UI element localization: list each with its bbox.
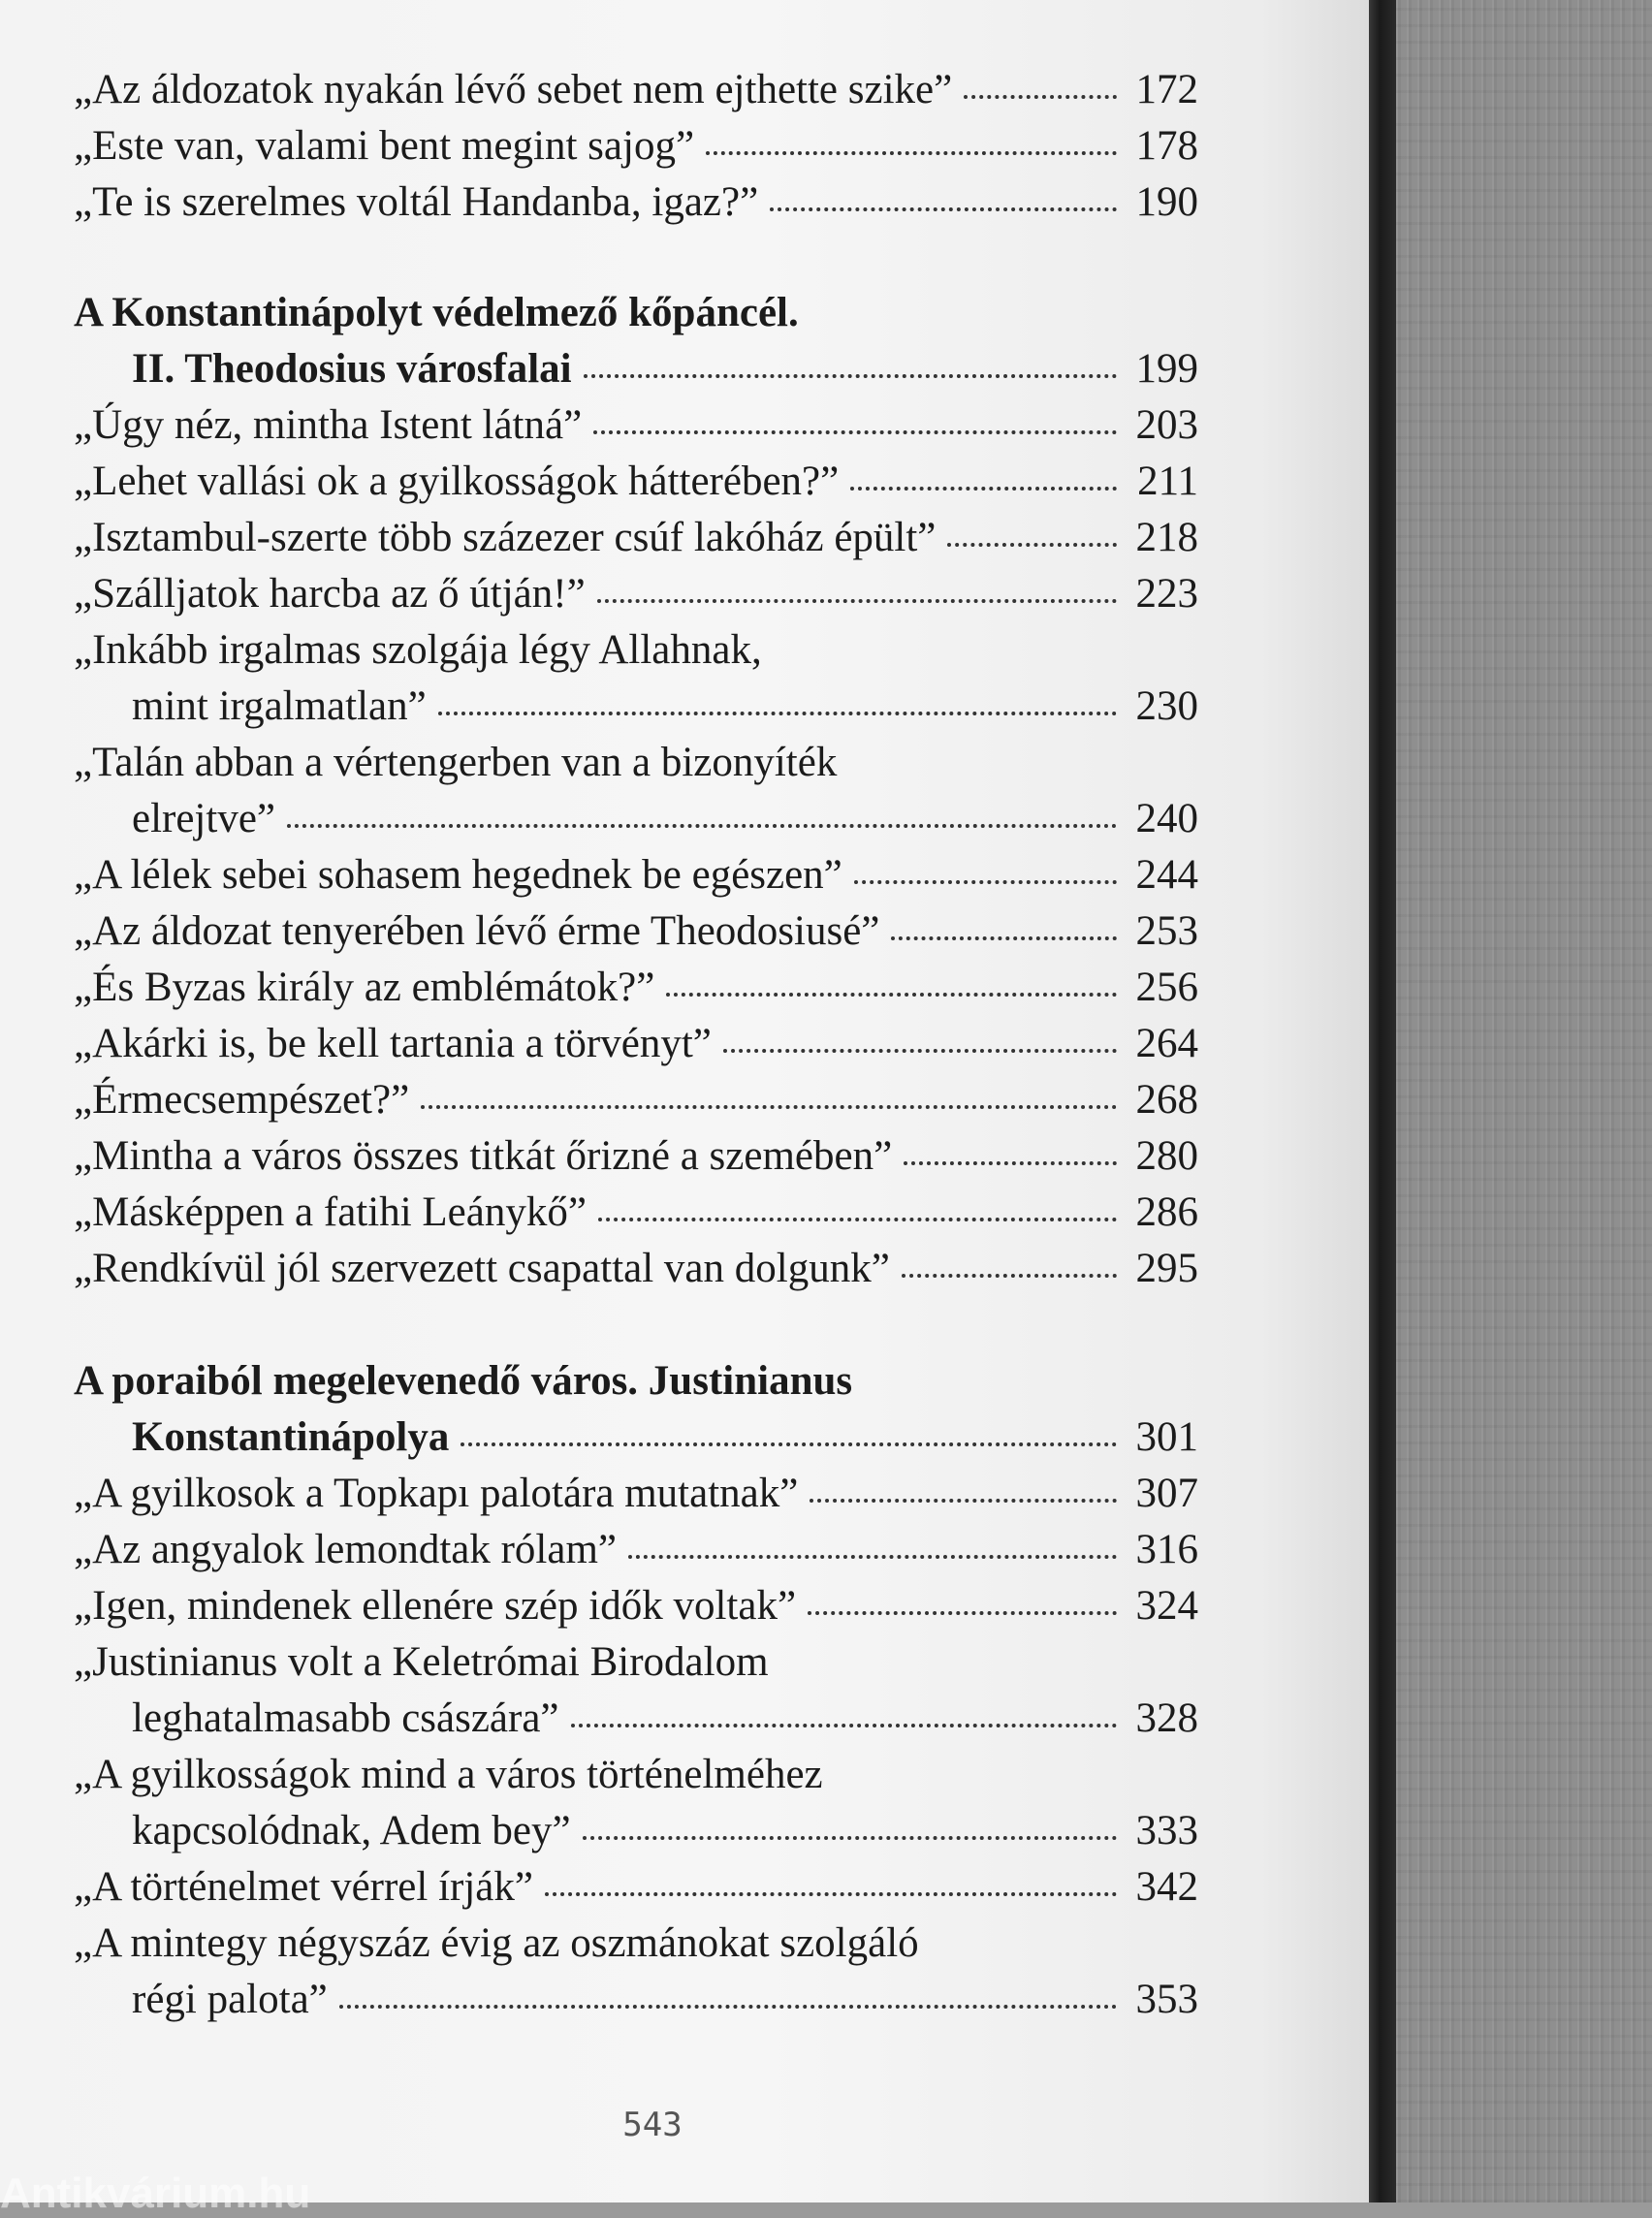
toc-entry — [74, 1016, 1198, 1072]
toc-entry-title: „Rendkívül jól szervezett csapattal van dolgunk” — [74, 1246, 890, 1291]
toc-section-title: A Konstantinápolyt védelmező kőpáncél. — [74, 290, 799, 335]
toc-entry — [74, 1859, 1198, 1916]
toc-leader-dots — [583, 1836, 1117, 1840]
toc-leader-dots — [808, 1611, 1117, 1615]
toc-leader-dots — [964, 95, 1117, 99]
toc-section-heading — [74, 285, 799, 341]
toc-entry-title: „Inkább irgalmas szolgája légy Allahnak, — [74, 627, 762, 673]
toc-entry-page: 256 — [1135, 965, 1198, 1010]
toc-entry — [74, 1128, 1198, 1185]
toc-entry-page: 190 — [1135, 179, 1198, 225]
toc-entry-page: 301 — [1135, 1414, 1198, 1460]
page-number: 543 — [622, 2106, 683, 2144]
toc-entry-title: elrejtve” — [132, 796, 276, 841]
toc-entry-title: „Érmecsempészet?” — [74, 1077, 410, 1123]
watermark: Antikvárium.hu — [0, 2170, 311, 2217]
toc-entry — [74, 1072, 1198, 1128]
toc-entry — [74, 118, 1198, 174]
toc-entry — [132, 679, 1198, 735]
toc-entry-title: „Mintha a város összes titkát őrizné a szemében” — [74, 1133, 893, 1179]
toc-entry — [74, 397, 1198, 454]
toc-entry — [74, 510, 1198, 566]
toc-entry — [74, 622, 762, 679]
toc-entry-page: 264 — [1135, 1021, 1198, 1066]
toc-entry-title: „A történelmet vérrel írják” — [74, 1864, 533, 1910]
toc-entry — [74, 1578, 1198, 1634]
toc-entry — [132, 1803, 1198, 1859]
toc-leader-dots — [421, 1105, 1117, 1109]
toc-entry — [132, 791, 1198, 847]
toc-leader-dots — [902, 1274, 1117, 1278]
toc-entry-title: kapcsolódnak, Adem bey” — [132, 1808, 571, 1854]
toc-entry-page: 333 — [1135, 1808, 1198, 1854]
toc-entry-page: 286 — [1135, 1189, 1198, 1235]
toc-entry-page: 280 — [1135, 1133, 1198, 1179]
toc-entry-title: „Másképpen a fatihi Leánykő” — [74, 1189, 587, 1235]
toc-entry-page: 223 — [1135, 571, 1198, 617]
toc-entry-page: 178 — [1135, 123, 1198, 169]
toc-leader-dots — [723, 1049, 1117, 1053]
toc-entry — [74, 1185, 1198, 1241]
toc-entry-title: régi palota” — [132, 1977, 328, 2022]
toc-entry-title: leghatalmasabb császára” — [132, 1695, 559, 1741]
toc-entry — [74, 847, 1198, 903]
toc-entry — [74, 174, 1198, 231]
toc-entry-page: 244 — [1135, 852, 1198, 898]
toc-entry — [74, 735, 837, 791]
toc-entry — [74, 566, 1198, 622]
toc-entry-title: „A gyilkosok a Topkapı palotára mutatnak” — [74, 1471, 799, 1516]
book-spine — [1369, 0, 1396, 2202]
toc-section-title: II. Theodosius városfalai — [132, 346, 572, 392]
toc-leader-dots — [438, 712, 1117, 715]
toc-entry-page: 342 — [1135, 1864, 1198, 1910]
toc-entry — [74, 1916, 919, 1972]
toc-entry-title: „A lélek sebei sohasem hegednek be egészen” — [74, 852, 842, 898]
toc-entry-title: „A mintegy négyszáz évig az oszmánokat szolgáló — [74, 1920, 919, 1966]
toc-entry-page: 307 — [1135, 1471, 1198, 1516]
toc-leader-dots — [339, 2005, 1117, 2009]
toc-entry-page: 199 — [1135, 346, 1198, 392]
toc-entry — [74, 1241, 1198, 1297]
toc-entry-title: „Justinianus volt a Keletrómai Birodalom — [74, 1639, 769, 1685]
toc-entry — [132, 1972, 1198, 2028]
toc-entry-page: 172 — [1135, 67, 1198, 112]
toc-entry-title: „Az angyalok lemondtak rólam” — [74, 1527, 617, 1572]
toc-entry-title: „És Byzas király az emblémátok?” — [74, 965, 655, 1010]
toc-entry — [74, 62, 1198, 118]
toc-entry-title: „Akárki is, be kell tartania a törvényt” — [74, 1021, 712, 1066]
toc-entry — [74, 960, 1198, 1016]
toc-entry-page: 203 — [1135, 402, 1198, 448]
toc-entry-title: „Úgy néz, mintha Istent látná” — [74, 402, 583, 448]
toc-leader-dots — [545, 1892, 1117, 1896]
toc-leader-dots — [706, 151, 1117, 155]
toc-entry — [74, 903, 1198, 960]
toc-section-heading — [74, 1353, 852, 1410]
toc-entry-page: 328 — [1135, 1695, 1198, 1741]
toc-section-heading — [132, 341, 1198, 397]
toc-leader-dots — [666, 993, 1117, 997]
toc-entry-title: „Szálljatok harcba az ő útján!” — [74, 571, 586, 617]
toc-entry-title: „Isztambul-szerte több százezer csúf lakóház épült” — [74, 515, 937, 560]
toc-entry — [74, 1522, 1198, 1578]
toc-entry — [74, 1466, 1198, 1522]
toc-entry-page: 295 — [1135, 1246, 1198, 1291]
toc-entry-page: 211 — [1137, 459, 1198, 504]
toc-leader-dots — [571, 1724, 1118, 1727]
toc-leader-dots — [770, 207, 1117, 211]
toc-entry-page: 353 — [1135, 1977, 1198, 2022]
toc-entry-page: 230 — [1135, 683, 1198, 729]
toc-entry-title: „A gyilkosságok mind a város történelméhez — [74, 1752, 823, 1797]
toc-entry-title: „Talán abban a vértengerben van a bizonyíték — [74, 740, 838, 785]
toc-entry-page: 324 — [1135, 1583, 1198, 1629]
toc-leader-dots — [598, 1218, 1117, 1221]
toc-entry-title: „Igen, mindenek ellenére szép idők voltak” — [74, 1583, 797, 1629]
toc-entry-title: „Az áldozat tenyerében lévő érme Theodosiusé” — [74, 908, 880, 954]
toc-section-title: A poraiból megelevenedő város. Justinianus — [74, 1358, 853, 1404]
toc-entry-page: 253 — [1135, 908, 1198, 954]
toc-leader-dots — [287, 824, 1117, 828]
toc-leader-dots — [891, 936, 1117, 940]
toc-entry — [74, 454, 1198, 510]
toc-entry-page: 268 — [1135, 1077, 1198, 1123]
toc-leader-dots — [593, 430, 1117, 434]
toc-entry-page: 316 — [1135, 1527, 1198, 1572]
toc-section-heading — [132, 1410, 1198, 1466]
toc-entry-title: „Az áldozatok nyakán lévő sebet nem ejthette szike” — [74, 67, 953, 112]
toc-leader-dots — [850, 487, 1117, 491]
toc-leader-dots — [947, 543, 1117, 547]
toc-leader-dots — [597, 599, 1117, 603]
toc-leader-dots — [584, 374, 1117, 378]
toc-entry — [74, 1634, 769, 1691]
toc-section-title: Konstantinápolya — [132, 1414, 450, 1460]
toc-leader-dots — [854, 880, 1117, 884]
background-surface — [1396, 0, 1652, 2202]
toc-entry-title: mint irgalmatlan” — [132, 683, 427, 729]
toc-entry-page: 218 — [1135, 515, 1198, 560]
toc-leader-dots — [904, 1161, 1117, 1165]
toc-entry-title: „Lehet vallási ok a gyilkosságok hátterében?” — [74, 459, 840, 504]
toc-entry-title: „Este van, valami bent megint sajog” — [74, 123, 695, 169]
toc-entry — [132, 1691, 1198, 1747]
toc-leader-dots — [810, 1499, 1117, 1503]
toc-entry — [74, 1747, 823, 1803]
toc-entry-title: „Te is szerelmes voltál Handanba, igaz?” — [74, 179, 759, 225]
toc-leader-dots — [628, 1555, 1117, 1559]
toc-entry-page: 240 — [1135, 796, 1198, 841]
toc-leader-dots — [461, 1442, 1117, 1446]
